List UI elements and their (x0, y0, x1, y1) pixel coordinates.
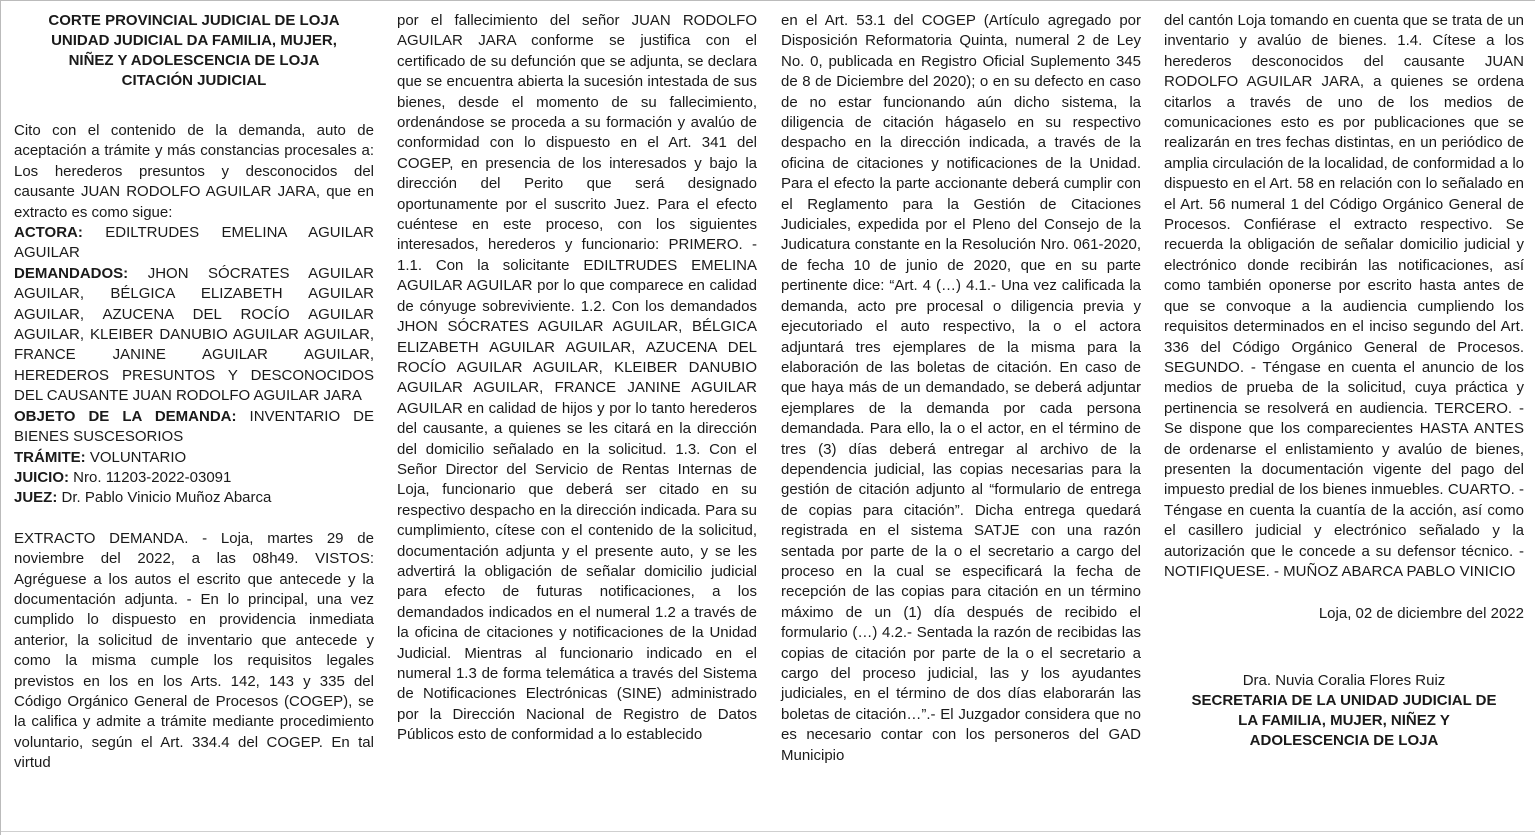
body-text-col3: en el Art. 53.1 del COGEP (Artículo agregado por Disposición Reformatoria Quinta, numeral 2 de Ley No. 0, publicada en Registro Oficial Suplemento 345 de 8 de Diciembre del 2020); o en su defecto en caso de no estar funcionando aún dicho sistema, la diligencia de citación hágaselo en su respectivo despacho en la dirección indicada, a través de la oficina de citaciones y notificaciones de la Unidad. Para el efecto la parte accionante deberá cumplir con el Reglamento para la Gestión de Citaciones Judiciales, expedida por el Pleno del Consejo de la Judicatura constante en la Resolución Nro. 061-2020, de fecha 10 de junio de 2020, que en su parte pertinente dice: “Art. 4 (…) 4.1.- Una vez calificada la demanda, acto pre procesal o diligencia previa y ejecutoriado el auto respectivo, la o el actora adjuntará tres ejemplares de la misma para la elaboración de las boletas de citación. En caso de que haya más de un demandado, se deberá adjuntar ejemplares de la demanda por cada persona demandada. Para ello, la o el actor, en el término de tres (3) días deberá entregar al archivo de la dependencia judicial, las copias necesarias para la gestión de citación adjunto al “formulario de entrega de copias para citación”. Dicha entrega quedará registrada en el sistema SATJE con una razón sentada por parte de la o el secretario a cargo del proceso en la cual se especificará la fecha de recepción de las copias para citación en un término máximo de un (1) día después de recibido el formulario (…) 4.2.- Sentada la razón de recibidas las copias de citación por parte de la o el secretario a cargo del proceso judicial, las y los ayudantes judiciales, en el término de dos días elaborarán las boletas de citación…”.- El Juzgador considera que no es necesario contar con los personeros del GAD Municipio (781, 12, 1141, 764)
field-demandados (14, 264, 374, 407)
notice-columns (1, 1, 1535, 836)
field-juicio (14, 468, 374, 488)
column-4 (1164, 11, 1524, 751)
unit-name-line2: NIÑEZ Y ADOLESCENCIA DE LOJA (68, 52, 320, 69)
date-line: Loja, 02 de diciembre del 2022 (1318, 605, 1524, 623)
signer-name: Dra. Nuvia Coralia Flores Ruiz (1242, 671, 1446, 689)
intro-paragraph: Cito con el contenido de la demanda, auto de aceptación a trámite y más constancias procesales a: Los herederos presuntos y desconocidos del causante JUAN RODOLFO AGUILAR JARA, que en extracto es como sigue: (14, 122, 374, 221)
juicio-label: JUICIO: (14, 468, 70, 486)
juez-value: Dr. Pablo Vinicio Muñoz Abarca (57, 489, 272, 507)
tramite-value: VOLUNTARIO (85, 448, 187, 466)
body-text-col2: por el fallecimiento del señor JUAN RODOLFO AGUILAR JARA conforme se justifica con el certificado de su defunción que se adjunta, se declara que se encuentra abierta la sucesión intestada de sus bienes, desde el momento de su fallecimiento, ordenándose se proceda a su formación y avalúo de conformidad con lo dispuesto en el Art. 341 del COGEP, en presencia de los interesados y bajo la dirección del Perito que será designado oportunamente por el suscrito Juez. Para el efecto cuéntese en este proceso, con los siguientes interesados, herederos y funcionario: PRIMERO. - 1.1. Con la solicitante EDILTRUDES EMELINA AGUILAR AGUILAR por lo que comparece en calidad de cónyuge sobreviviente. 1.2. Con los demandados JHON SÓCRATES AGUILAR AGUILAR, BÉLGICA ELIZABETH AGUILAR AGUILAR, AZUCENA DEL ROCÍO AGUILAR AGUILAR, KLEIBER DANUBIO AGUILAR AGUILAR, FRANCE JANINE AGUILAR AGUILAR en calidad de hijos y por lo tanto herederos del causante, a quienes se les citará en la dirección del domicilio señalado en la solicitud. 1.3. Con el Señor Director del Servicio de Rentas Internas de Loja, funcionario que deberá ser citado en su respectivo despacho en la dirección indicada. Para su cumplimiento, cítese con el contenido de la solicitud, documentación adjunta y el presente auto, y se les advertirá la obligación de señalar domicilio judicial para efecto de futuras notificaciones, a los demandados indicados en el numeral 1.2 a través de la oficina de citaciones y notificaciones de la Unidad Judicial. Mientras al funcionario indicado en el numeral 1.3 de forma telemática a través del Sistema de Notificaciones Electrónicas (SINE) administrado por la Dirección Nacional de Registro de Datos Públicos esto de conformidad a lo establecido (397, 12, 757, 744)
juez-label: JUEZ: (14, 489, 58, 507)
objeto-label: OBJETO DE LA DEMANDA: (14, 407, 237, 425)
body-text-col4: del cantón Loja tomando en cuenta que se trata de un inventario y avalúo de bienes. 1.4. Cítese a los herederos desconocidos del causante JUAN RODOLFO AGUILAR JARA, a quienes se ordena citarlos a través de uno de los medios de comunicaciones esto es por publicaciones que se realizarán en tres fechas distintas, en un periódico de amplia circulación de la localidad, de conformidad a lo dispuesto en el Art. 58 en relación con lo señalado en el Art. 56 numeral 1 del Código Orgánico General de Procesos. Confiérase el extracto respectivo. Se recuerda la obligación de señalar domicilio judicial y electrónico donde recibirán las notificaciones, así como también oponerse por escrito hasta antes de que se convoque a la audiencia cumpliendo los requisitos determinados en el inciso segundo del Art. 336 del Código Orgánico General de Procesos. SEGUNDO. - Téngase en cuenta el anuncio de los medios de prueba de la solicitud, cuya práctica y pertinencia se resolverá en audiencia. TERCERO. - Se dispone que los comparecientes HASTA ANTES de ordenarse el enlistamiento y avalúo de bienes, presenten la documentación vigente del pago del impuesto predial de los bienes inmuebles. CUARTO. - Téngase en cuenta la cuantía de la acción, así como el casillero judicial y electrónico señalado y la autorización que le concede a su defensor técnico. - NOTIFIQUESE. - MUÑOZ ABARCA PABLO VINICIO (1164, 12, 1524, 580)
actora-value: EDILTRUDES EMELINA AGUILAR AGUILAR (14, 224, 374, 262)
field-juez (14, 488, 374, 508)
field-actora (14, 223, 374, 264)
column-2 (397, 11, 757, 746)
actora-label: ACTORA: (14, 224, 83, 242)
signer-title-line2: LA FAMILIA, MUJER, NIÑEZ Y (1238, 712, 1450, 730)
column-3 (781, 11, 1141, 766)
column-1 (14, 11, 374, 774)
court-name: CORTE PROVINCIAL JUDICIAL DE LOJA (48, 12, 340, 29)
signature-block (1164, 671, 1524, 751)
body-text-col1: EXTRACTO DEMANDA. - Loja, martes 29 de noviembre del 2022, a las 08h49. VISTOS: Agréguese a los autos el escrito que antecede y la documentación adjunta. - En lo principal, una vez cumplido lo dispuesto en providencia inmediata anterior, la solicitud de inventario que antecede y como la misma cumple los requisitos legales previstos en los en los Arts. 142, 143 y 335 del Código Orgánico General de Procesos (COGEP), se la califica y admite a trámite mediante procedimiento voluntario, según el Art. 334.4 del COGEP. En tal virtud (14, 529, 374, 772)
tramite-label: TRÁMITE: (14, 448, 86, 466)
unit-name-line1: UNIDAD JUDICIAL DA FAMILIA, MUJER, (51, 32, 337, 49)
juicio-value: Nro. 11203-2022-03091 (69, 468, 232, 486)
signer-title-line1: SECRETARIA DE LA UNIDAD JUDICIAL DE (1191, 692, 1497, 710)
field-objeto (14, 407, 374, 448)
signer-title-line3: ADOLESCENCIA DE LOJA (1249, 732, 1439, 750)
bottom-divider (1, 831, 1535, 832)
field-tramite (14, 448, 374, 468)
spacer (14, 509, 374, 529)
notice-title: CITACIÓN JUDICIAL (121, 72, 267, 89)
demandados-value: JHON SÓCRATES AGUILAR AGUILAR, BÉLGICA ELIZABETH AGUILAR AGUILAR, AZUCENA DEL ROCÍO AGUILAR AGUILAR, KLEIBER DANUBIO AGUILAR AGUILAR, FRANCE JANINE AGUILAR AGUILAR, HEREDEROS PRESUNTOS Y DESCONOCIDOS DEL CAUSANTE JUAN RODOLFO AGUILAR JARA (14, 264, 374, 405)
notice-header (14, 11, 374, 91)
demandados-label: DEMANDADOS: (14, 264, 129, 282)
objeto-value: INVENTARIO DE BIENES SUSCESORIOS (14, 407, 374, 446)
